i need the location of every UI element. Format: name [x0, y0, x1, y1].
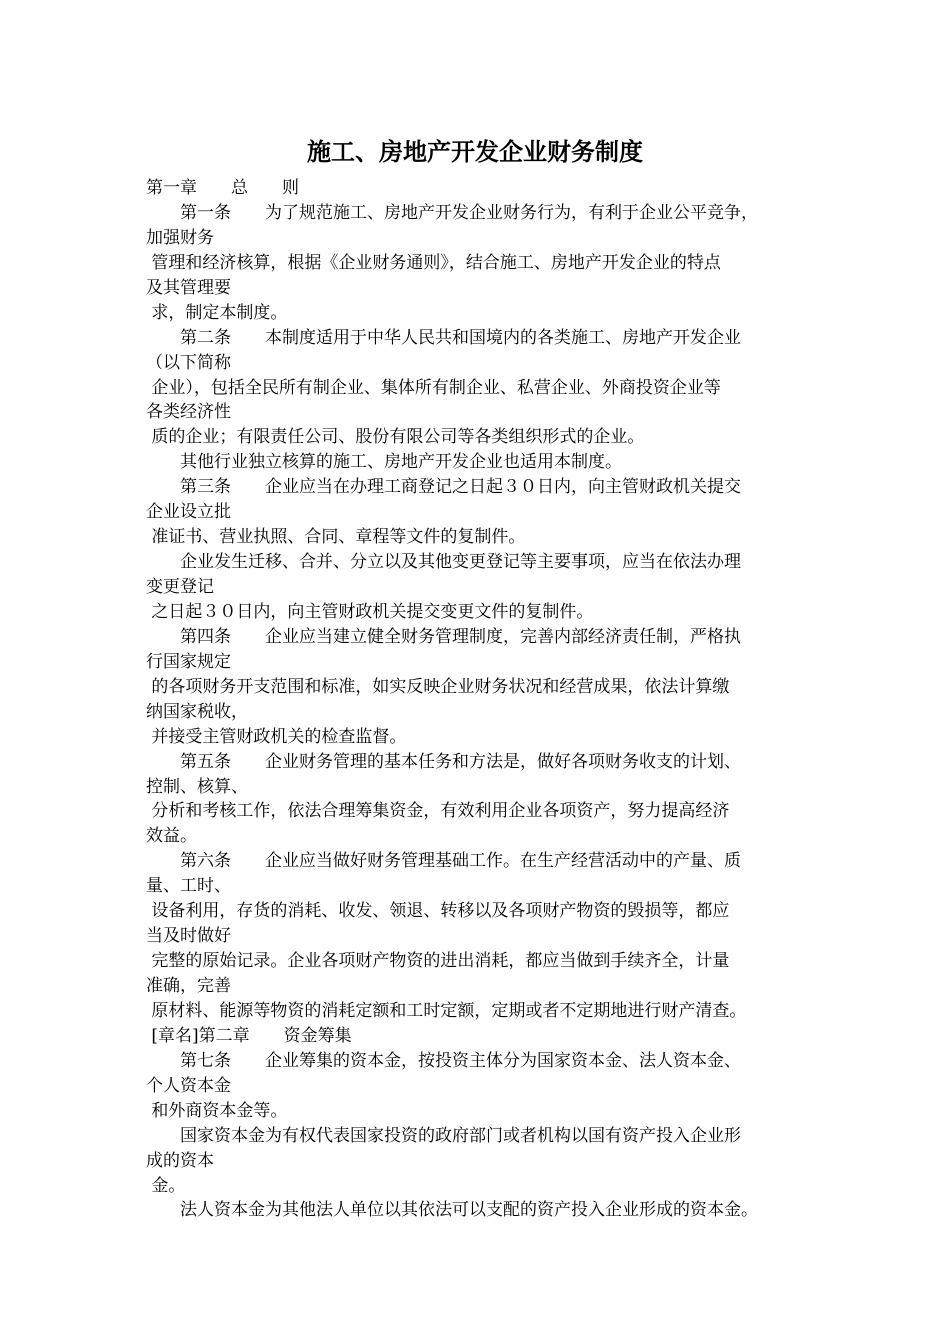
- document-title: 施工、房地产开发企业财务制度: [307, 137, 643, 166]
- text-line: 变更登记: [146, 577, 214, 597]
- text-line: 控制、核算、: [146, 776, 248, 797]
- text-line: 分析和考核工作，依法合理筹集资金，有效利用企业各项资产，努力提高经济: [146, 801, 730, 822]
- text-line: 并接受主管财政机关的检查监督。: [146, 726, 407, 747]
- text-line: 企业），包括全民所有制企业、集体所有制企业、私营企业、外商投资企业等: [146, 377, 721, 398]
- text-line: 设备利用，存货的消耗、收发、领退、转移以及各项财产物资的毁损等，都应: [146, 901, 730, 922]
- text-line: 企业设立批: [146, 502, 231, 523]
- text-line: 质的企业；有限责任公司、股份有限公司等各类组织形式的企业。: [146, 427, 645, 448]
- text-line: 各类经济性: [146, 402, 231, 423]
- text-line: 国家资本金为有权代表国家投资的政府部门或者机构以国有资产投入企业形: [146, 1125, 741, 1146]
- text-line: 管理和经济核算，根据《企业财务通则》，结合施工、房地产开发企业的特点: [146, 252, 721, 273]
- text-line: 和外商资本金等。: [146, 1100, 288, 1121]
- text-line: 求，制定本制度。: [146, 302, 288, 323]
- text-line: 准证书、营业执照、合同、章程等文件的复制件。: [146, 527, 526, 548]
- text-line: [章名]第二章 资金筹集: [146, 1025, 352, 1046]
- document-body: [146, 176, 846, 1223]
- text-line: 第七条 企业筹集的资本金，按投资主体分为国家资本金、法人资本金、: [146, 1050, 741, 1071]
- text-line: 其他行业独立核算的施工、房地产开发企业也适用本制度。: [146, 452, 622, 473]
- text-line: 第二条 本制度适用于中华人民共和国境内的各类施工、房地产开发企业: [146, 327, 741, 348]
- text-line: 加强财务: [146, 227, 214, 248]
- text-line: 法人资本金为其他法人单位以其依法可以支配的资产投入企业形成的资本金。: [146, 1200, 758, 1221]
- text-line: 第六条 企业应当做好财务管理基础工作。在生产经营活动中的产量、质: [146, 851, 741, 872]
- text-line: 之日起３０日内，向主管财政机关提交变更文件的复制件。: [146, 601, 594, 622]
- text-line: 行国家规定: [146, 651, 231, 672]
- text-line: 成的资本: [146, 1150, 214, 1171]
- text-line: 第一条 为了规范施工、房地产开发企业财务行为，有利于企业公平竞争，: [146, 202, 758, 223]
- text-line: 当及时做好: [146, 926, 231, 947]
- text-line: 纳国家税收，: [146, 701, 248, 722]
- text-line: 原材料、能源等物资的消耗定额和工时定额，定期或者不定期地进行财产清查。: [146, 1000, 747, 1021]
- text-line: 第一章 总 则: [146, 178, 299, 198]
- text-line: 第五条 企业财务管理的基本任务和方法是，做好各项财务收支的计划、: [146, 751, 741, 772]
- text-line: 个人资本金: [146, 1075, 231, 1096]
- text-line: 效益。: [146, 826, 197, 847]
- text-line: （以下简称: [146, 352, 231, 373]
- text-line: 及其管理要: [146, 277, 231, 298]
- text-line: 的各项财务开支范围和标准，如实反映企业财务状况和经营成果，依法计算缴: [146, 676, 730, 697]
- text-line: 第四条 企业应当建立健全财务管理制度，完善内部经济责任制，严格执: [146, 626, 741, 647]
- text-line: 金。: [146, 1175, 186, 1196]
- text-line: 准确，完善: [146, 976, 231, 996]
- text-line: 完整的原始记录。企业各项财产物资的进出消耗，都应当做到手续齐全，计量: [146, 951, 730, 972]
- text-line: 量、工时、: [146, 876, 231, 897]
- text-line: 企业发生迁移、合并、分立以及其他变更登记等主要事项，应当在依法办理: [146, 552, 741, 573]
- text-line: 第三条 企业应当在办理工商登记之日起３０日内，向主管财政机关提交: [146, 477, 741, 498]
